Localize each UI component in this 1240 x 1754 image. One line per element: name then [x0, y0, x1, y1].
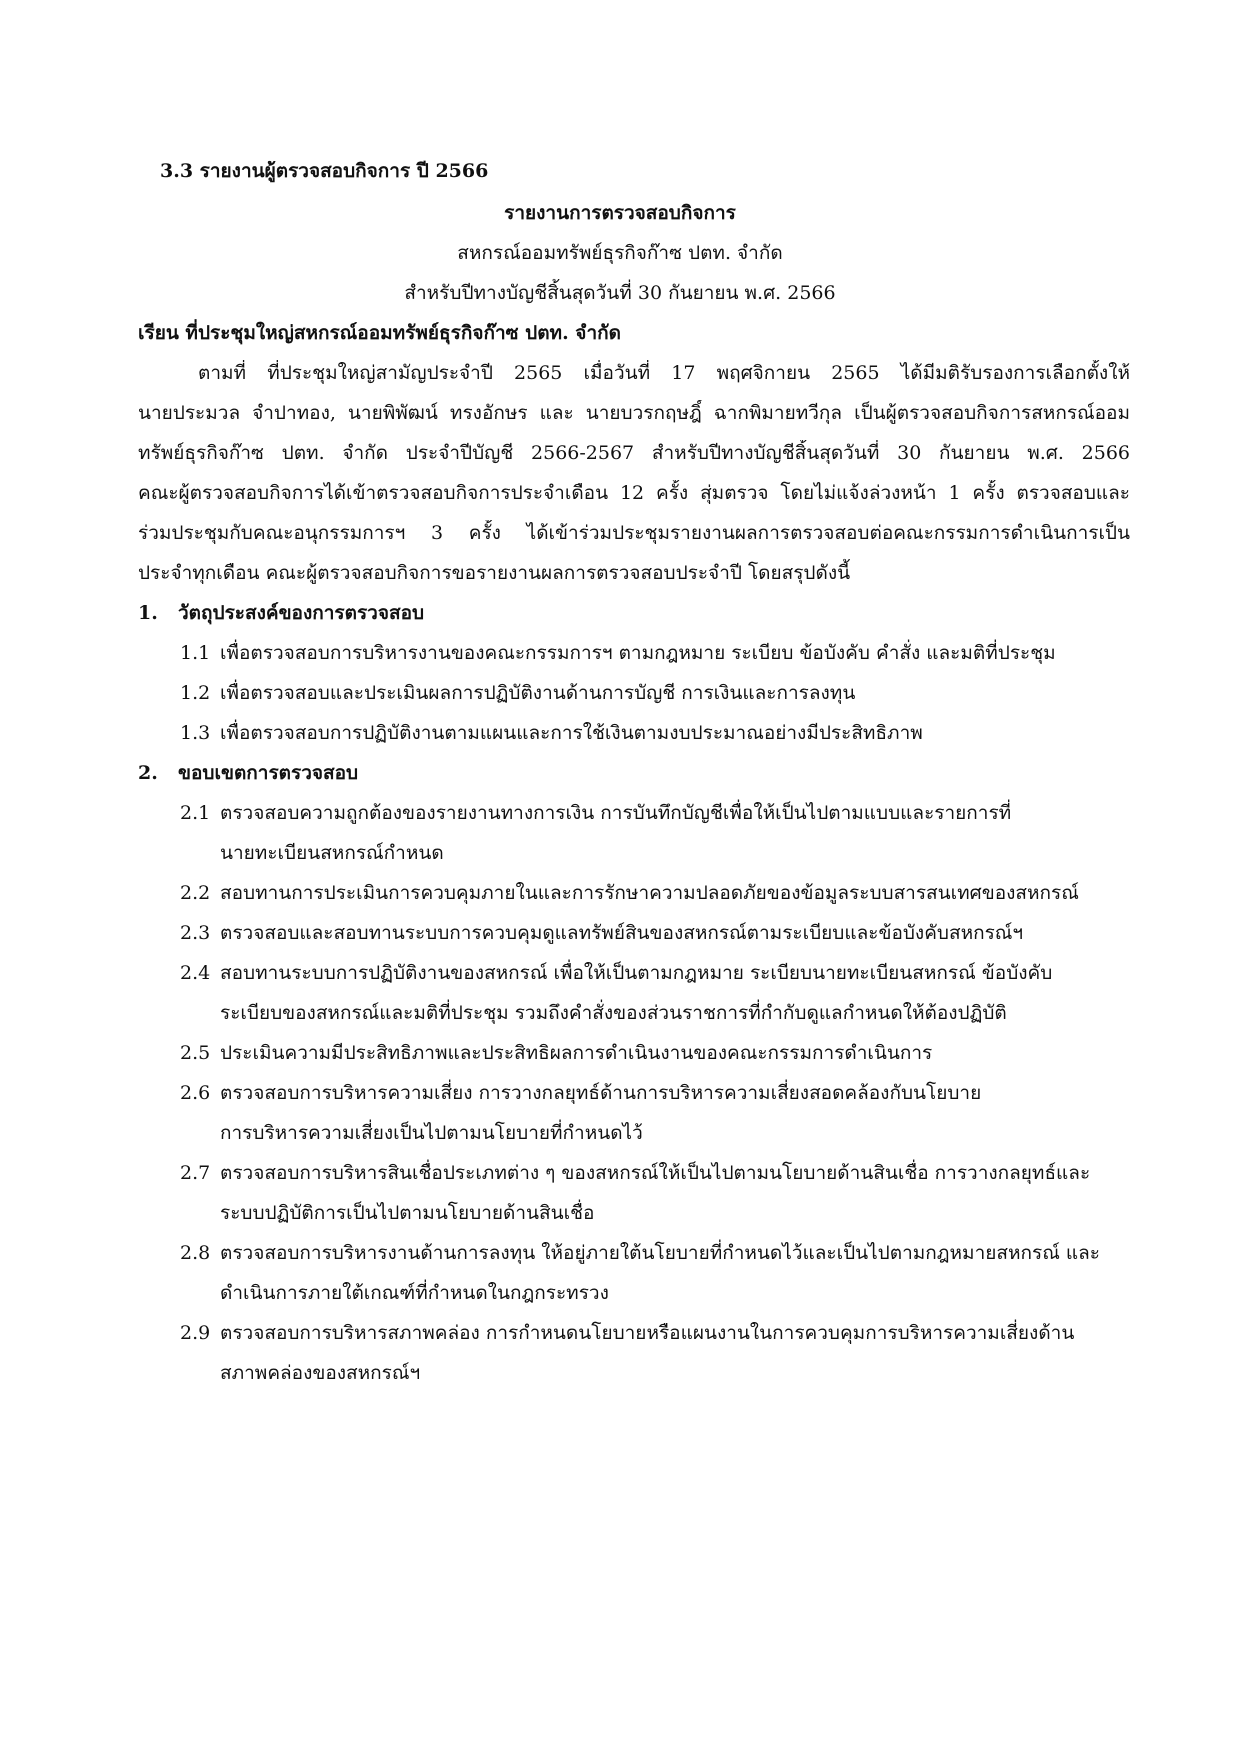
intro-line: นายประมวล จำปาทอง, นายพิพัฒน์ ทรงอักษร และ นายบวรกฤษฎิ์ ฉากพิมายทวีกุล เป็นผู้ตรวจสอบกิจการสหกรณ์ออม [138, 402, 1130, 424]
item-number: 2.7 [180, 1162, 211, 1184]
item-number: 2.3 [180, 922, 211, 944]
section-title-scope: ขอบเขตการตรวจสอบ [178, 762, 359, 784]
item-number: 2.1 [180, 802, 211, 824]
report-period: สำหรับปีทางบัญชีสิ้นสุดวันที่ 30 กันยายน พ.ศ. 2566 [404, 282, 836, 304]
item-number: 2.6 [180, 1082, 211, 1104]
item-text: ระเบียบของสหกรณ์และมติที่ประชุม รวมถึงคำสั่งของส่วนราชการที่กำกับดูแลกำหนดให้ต้องปฏิบัติ [220, 1002, 1007, 1024]
item-text: สอบทานการประเมินการควบคุมภายในและการรักษาความปลอดภัยของข้อมูลระบบสารสนเทศของสหกรณ์ [220, 882, 1079, 904]
section-number: 2. [138, 762, 158, 784]
item-number: 2.4 [180, 962, 211, 984]
intro-line: ทรัพย์ธุรกิจก๊าซ ปตท. จำกัด ประจำปีบัญชี 2566-2567 สำหรับปีทางบัญชีสิ้นสุดวันที่ 30 กันยายน พ.ศ. 2566 [138, 442, 1130, 464]
intro-line: คณะผู้ตรวจสอบกิจการได้เข้าตรวจสอบกิจการประจำเดือน 12 ครั้ง สุ่มตรวจ โดยไม่แจ้งล่วงหน้า 1 ครั้ง ตรวจสอบและ [138, 482, 1130, 504]
section-title-objectives: วัตถุประสงค์ของการตรวจสอบ [178, 602, 425, 624]
item-text: ตรวจสอบและสอบทานระบบการควบคุมดูแลทรัพย์สินของสหกรณ์ตามระเบียบและข้อบังคับสหกรณ์ฯ [220, 922, 1024, 944]
item-number: 1.3 [180, 722, 211, 744]
item-number: 2.2 [180, 882, 211, 904]
item-number: 2.5 [180, 1042, 211, 1064]
item-number: 2.8 [180, 1242, 211, 1264]
intro-line: ตามที่ ที่ประชุมใหญ่สามัญประจำปี 2565 เมื่อวันที่ 17 พฤศจิกายน 2565 ได้มีมติรับรองการเลือกตั้งให้ [198, 362, 1130, 384]
section-number: 1. [138, 602, 158, 624]
intro-line: ร่วมประชุมกับคณะอนุกรรมการฯ 3 ครั้ง ได้เข้าร่วมประชุมรายงานผลการตรวจสอบต่อคณะกรรมการดำเนินการเป็น [138, 522, 1130, 544]
item-number: 1.2 [180, 682, 211, 704]
report-org-name: สหกรณ์ออมทรัพย์ธุรกิจก๊าซ ปตท. จำกัด [457, 242, 783, 264]
item-text: ตรวจสอบการบริหารสินเชื่อประเภทต่าง ๆ ของสหกรณ์ให้เป็นไปตามนโยบายด้านสินเชื่อ การวางกลยุทธ์และ [220, 1162, 1091, 1184]
item-text: ระบบปฏิบัติการเป็นไปตามนโยบายด้านสินเชื่อ [220, 1202, 595, 1224]
section-heading: 3.3 รายงานผู้ตรวจสอบกิจการ ปี 2566 [160, 160, 489, 182]
item-text: ตรวจสอบการบริหารงานด้านการลงทุน ให้อยู่ภายใต้นโยบายที่กำหนดไว้และเป็นไปตามกฎหมายสหกรณ์ และ [220, 1242, 1100, 1264]
item-text: เพื่อตรวจสอบและประเมินผลการปฏิบัติงานด้านการบัญชี การเงินและการลงทุน [220, 682, 856, 704]
item-text: ตรวจสอบการบริหารความเสี่ยง การวางกลยุทธ์ด้านการบริหารความเสี่ยงสอดคล้องกับนโยบาย [220, 1082, 982, 1104]
salutation: เรียน ที่ประชุมใหญ่สหกรณ์ออมทรัพย์ธุรกิจก๊าซ ปตท. จำกัด [138, 322, 621, 344]
item-number: 1.1 [180, 642, 211, 664]
item-text: นายทะเบียนสหกรณ์กำหนด [220, 842, 444, 864]
item-text: ตรวจสอบการบริหารสภาพคล่อง การกำหนดนโยบายหรือแผนงานในการควบคุมการบริหารความเสี่ยงด้าน [220, 1322, 1075, 1344]
item-text: เพื่อตรวจสอบการบริหารงานของคณะกรรมการฯ ตามกฎหมาย ระเบียบ ข้อบังคับ คำสั่ง และมติที่ประชุม [220, 642, 1056, 664]
item-text: ดำเนินการภายใต้เกณฑ์ที่กำหนดในกฎกระทรวง [220, 1282, 609, 1304]
intro-line: ประจำทุกเดือน คณะผู้ตรวจสอบกิจการขอรายงานผลการตรวจสอบประจำปี โดยสรุปดังนี้ [138, 562, 851, 584]
report-title: รายงานการตรวจสอบกิจการ [504, 202, 736, 224]
item-text: ประเมินความมีประสิทธิภาพและประสิทธิผลการดำเนินงานของคณะกรรมการดำเนินการ [220, 1042, 933, 1064]
item-text: ตรวจสอบความถูกต้องของรายงานทางการเงิน การบันทึกบัญชีเพื่อให้เป็นไปตามแบบและรายการที่ [220, 802, 1012, 824]
item-text: การบริหารความเสี่ยงเป็นไปตามนโยบายที่กำหนดไว้ [220, 1122, 643, 1144]
item-text: เพื่อตรวจสอบการปฏิบัติงานตามแผนและการใช้เงินตามงบประมาณอย่างมีประสิทธิภาพ [220, 722, 923, 744]
item-number: 2.9 [180, 1322, 211, 1344]
item-text: สอบทานระบบการปฏิบัติงานของสหกรณ์ เพื่อให้เป็นตามกฎหมาย ระเบียบนายทะเบียนสหกรณ์ ข้อบังคับ [220, 962, 1053, 984]
item-text: สภาพคล่องของสหกรณ์ฯ [220, 1362, 421, 1384]
